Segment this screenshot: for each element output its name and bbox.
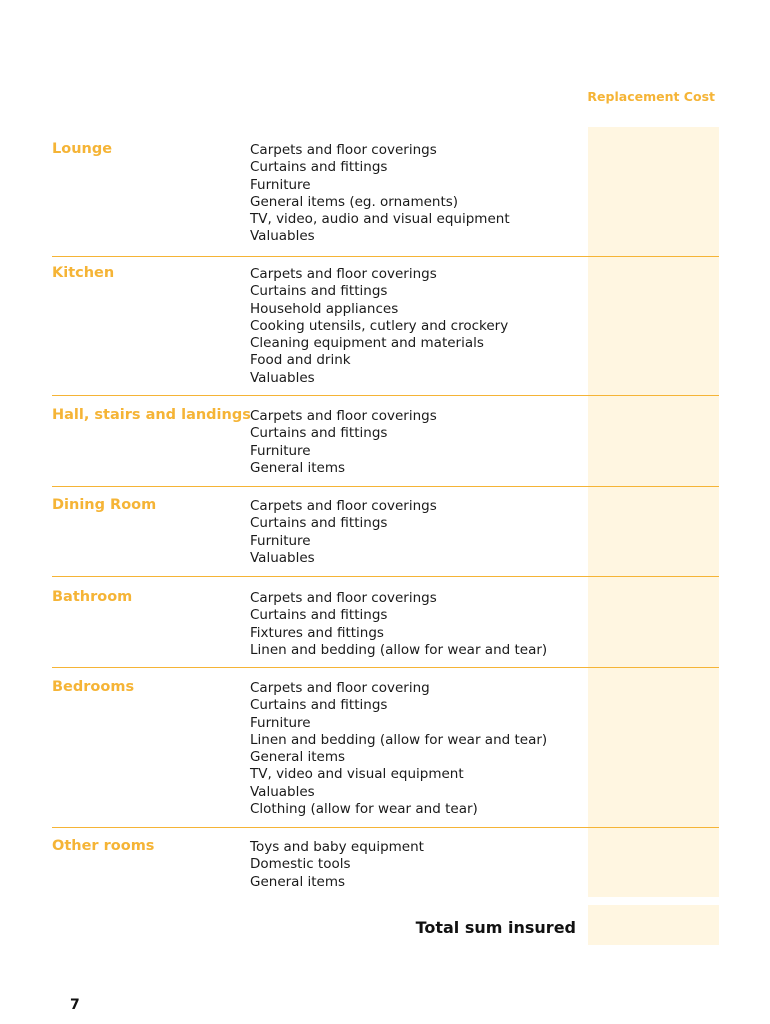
- list-item: Valuables: [250, 783, 315, 800]
- room-name: Dining Room: [52, 497, 157, 513]
- list-item: TV, video and visual equipment: [250, 766, 464, 783]
- item-list: [250, 408, 437, 477]
- room-section-hall-stairs-landings: [52, 407, 719, 487]
- room-section-lounge: [52, 141, 719, 257]
- list-item: Household appliances: [250, 300, 399, 317]
- list-item: General items: [250, 873, 346, 890]
- list-item: General items: [250, 749, 346, 766]
- list-item: Carpets and floor covering: [250, 680, 430, 696]
- room-name: Kitchen: [52, 265, 115, 281]
- list-item: Carpets and floor coverings: [250, 590, 437, 606]
- list-item: Furniture: [250, 532, 311, 549]
- list-item: Carpets and floor coverings: [250, 408, 437, 424]
- room-name: Bedrooms: [52, 679, 135, 695]
- list-item: Carpets and floor coverings: [250, 498, 437, 514]
- list-item: Cooking utensils, cutlery and crockery: [250, 317, 509, 334]
- list-item: Curtains and fittings: [250, 607, 388, 624]
- total-sum-insured-label: Total sum insured: [415, 918, 576, 937]
- room-name: Other rooms: [52, 838, 155, 854]
- list-item: Furniture: [250, 176, 311, 193]
- list-item: Linen and bedding (allow for wear and tear): [250, 641, 548, 658]
- list-item: Curtains and fittings: [250, 159, 388, 176]
- list-item: Clothing (allow for wear and tear): [250, 801, 478, 818]
- room-name: Lounge: [52, 141, 113, 157]
- item-list: [250, 142, 510, 246]
- list-item: Curtains and fittings: [250, 425, 388, 442]
- list-item: Curtains and fittings: [250, 283, 388, 300]
- item-list: [250, 839, 424, 891]
- total-sum-insured-field: [588, 905, 719, 945]
- room-section-dining-room: [52, 497, 719, 577]
- list-item: General items (eg. ornaments): [250, 193, 459, 210]
- list-item: Toys and baby equipment: [250, 839, 424, 855]
- list-item: Cleaning equipment and materials: [250, 335, 484, 352]
- item-list: [250, 680, 547, 818]
- list-item: Curtains and fittings: [250, 697, 388, 714]
- list-item: Valuables: [250, 228, 315, 245]
- room-name: Bathroom: [52, 589, 133, 605]
- room-section-bedrooms: [52, 679, 719, 828]
- replacement-cost-header: Replacement Cost: [587, 89, 715, 104]
- list-item: Furniture: [250, 442, 311, 459]
- item-list: [250, 498, 437, 567]
- list-item: Domestic tools: [250, 856, 351, 873]
- page-number: 7: [70, 997, 80, 1013]
- item-list: [250, 266, 508, 387]
- list-item: TV, video, audio and visual equipment: [250, 211, 510, 228]
- list-item: Fixtures and fittings: [250, 624, 384, 641]
- room-section-kitchen: [52, 265, 719, 396]
- list-item: Linen and bedding (allow for wear and tear): [250, 731, 548, 748]
- list-item: Furniture: [250, 714, 311, 731]
- list-item: Carpets and floor coverings: [250, 266, 437, 282]
- list-item: Carpets and floor coverings: [250, 142, 437, 158]
- item-list: [250, 590, 547, 659]
- list-item: Valuables: [250, 369, 315, 386]
- list-item: General items: [250, 459, 346, 476]
- list-item: Food and drink: [250, 352, 351, 369]
- room-section-bathroom: [52, 589, 719, 668]
- room-name: Hall, stairs and landings: [52, 407, 251, 423]
- list-item: Curtains and fittings: [250, 515, 388, 532]
- list-item: Valuables: [250, 549, 315, 566]
- room-section-other-rooms: [52, 838, 719, 898]
